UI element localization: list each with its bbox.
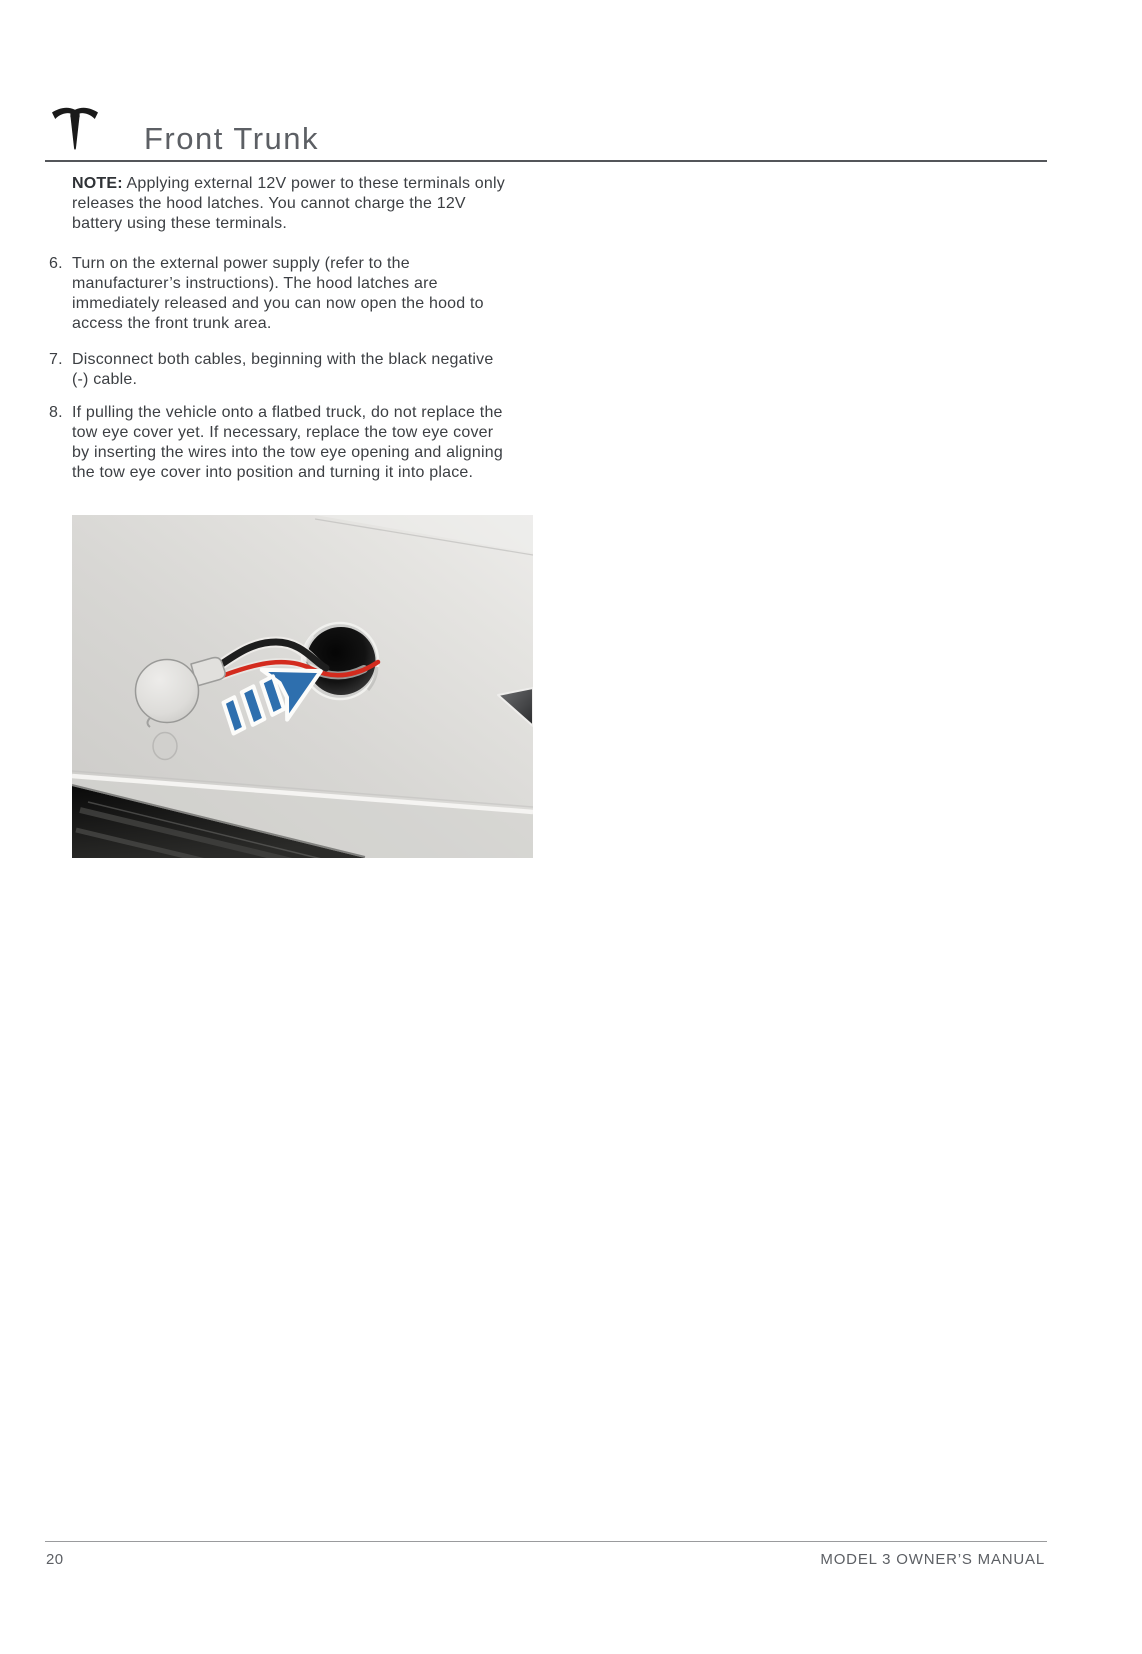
tesla-logo-icon bbox=[52, 106, 98, 154]
manual-title: MODEL 3 OWNER’S MANUAL bbox=[820, 1551, 1045, 1568]
header-divider bbox=[45, 160, 1047, 162]
note-label: NOTE: bbox=[72, 175, 123, 192]
page-title: Front Trunk bbox=[144, 121, 319, 156]
step-number: 8. bbox=[49, 404, 63, 421]
step-item-8 bbox=[49, 403, 517, 483]
footer-divider bbox=[45, 1541, 1047, 1542]
step-number: 7. bbox=[49, 351, 63, 368]
page-number: 20 bbox=[46, 1551, 64, 1568]
step-text: If pulling the vehicle onto a flatbed truck, do not replace the tow eye cover yet. If necessary, replace the tow eye cover by inserting the wires into the tow eye opening and aligning the tow eye cover into position and turning it into place. bbox=[72, 404, 503, 481]
secondary-opening bbox=[153, 733, 177, 760]
step-item-6 bbox=[49, 254, 517, 334]
note-paragraph bbox=[72, 174, 510, 234]
tow-eye-figure-image bbox=[72, 515, 533, 858]
note-text: Applying external 12V power to these terminals only releases the hood latches. You cannot charge the 12V battery using these terminals. bbox=[72, 175, 505, 232]
step-item-7 bbox=[49, 350, 517, 390]
tow-eye-figure bbox=[72, 515, 533, 858]
step-text: Disconnect both cables, beginning with the black negative (-) cable. bbox=[72, 351, 494, 388]
step-number: 6. bbox=[49, 255, 63, 272]
step-text: Turn on the external power supply (refer to the manufacturer’s instructions). The hood latches are immediately released and you can now open the hood to access the front trunk area. bbox=[72, 255, 484, 332]
